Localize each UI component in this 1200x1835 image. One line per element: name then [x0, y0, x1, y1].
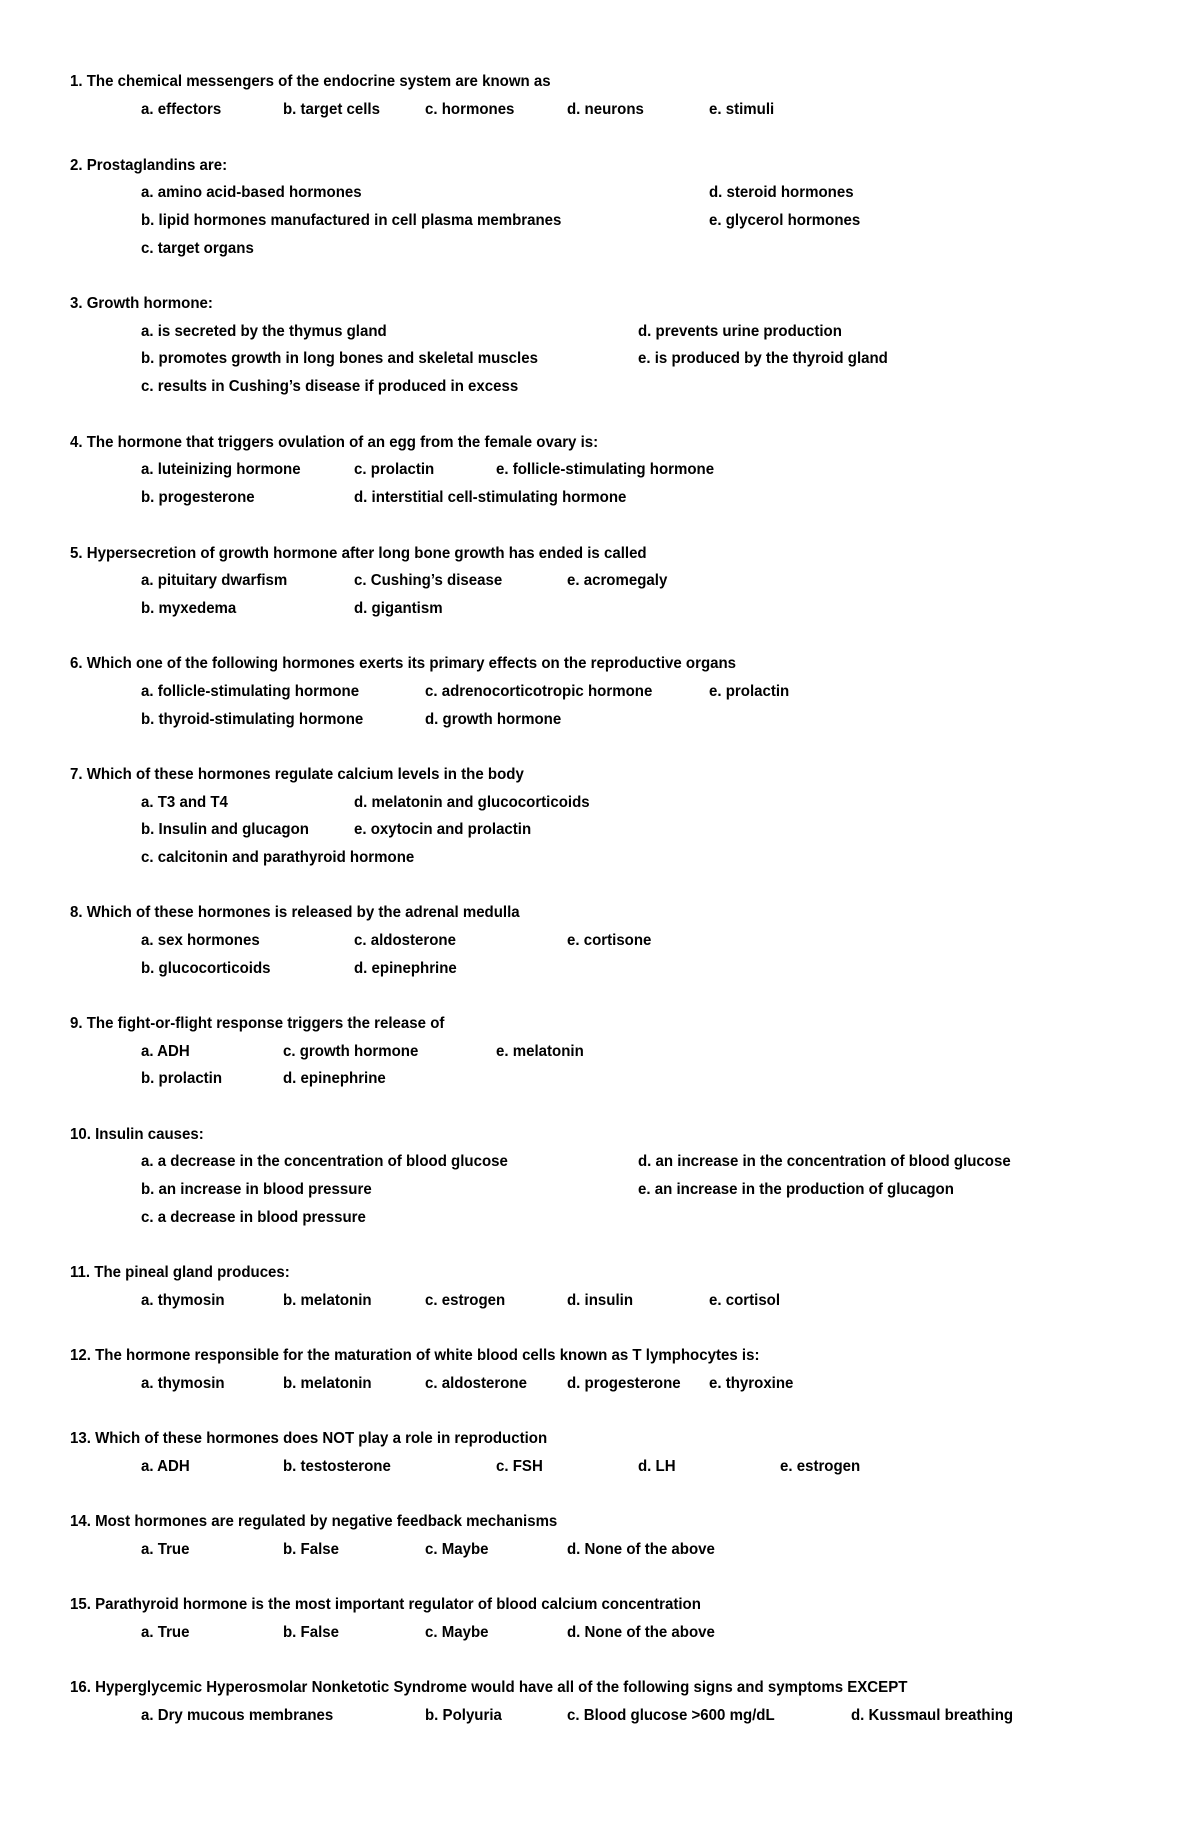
answer-option: c. aldosterone	[354, 932, 456, 949]
answer-option: a. True	[141, 1624, 190, 1641]
answer-option: b. target cells	[283, 101, 380, 118]
question-stem: 10. Insulin causes:	[70, 1126, 204, 1143]
answer-option: d. epinephrine	[283, 1070, 386, 1087]
question-stem: 4. The hormone that triggers ovulation of an egg from the female ovary is:	[70, 434, 599, 451]
answer-option: e. cortisone	[567, 932, 652, 949]
answer-option: c. calcitonin and parathyroid hormone	[141, 849, 415, 866]
answer-option: e. prolactin	[709, 683, 790, 700]
question-stem: 14. Most hormones are regulated by negative feedback mechanisms	[70, 1513, 558, 1530]
answer-option: c. results in Cushing’s disease if produced in excess	[141, 378, 519, 395]
answer-option: b. an increase in blood pressure	[141, 1181, 372, 1198]
answer-option: c. Blood glucose >600 mg/dL	[567, 1707, 775, 1724]
question-stem: 6. Which one of the following hormones exerts its primary effects on the reproductive organs	[70, 655, 737, 672]
question-stem: 1. The chemical messengers of the endocrine system are known as	[70, 73, 551, 90]
answer-option: c. adrenocorticotropic hormone	[425, 683, 653, 700]
answer-option: b. testosterone	[283, 1458, 391, 1475]
answer-option: c. estrogen	[425, 1292, 506, 1309]
answer-option: b. lipid hormones manufactured in cell plasma membranes	[141, 212, 562, 229]
answer-option: a. a decrease in the concentration of blood glucose	[141, 1153, 508, 1170]
answer-option: b. prolactin	[141, 1070, 223, 1087]
question-stem: 11. The pineal gland produces:	[70, 1264, 290, 1281]
question-stem: 16. Hyperglycemic Hyperosmolar Nonketotic Syndrome would have all of the following signs and symptoms EXCEPT	[70, 1679, 908, 1696]
question-stem: 12. The hormone responsible for the maturation of white blood cells known as T lymphocytes is:	[70, 1347, 760, 1364]
answer-option: a. True	[141, 1541, 190, 1558]
answer-option: c. Cushing’s disease	[354, 572, 503, 589]
answer-option: d. neurons	[567, 101, 644, 118]
answer-option: a. ADH	[141, 1043, 190, 1060]
answer-option: e. is produced by the thyroid gland	[638, 350, 888, 367]
answer-option: a. luteinizing hormone	[141, 461, 301, 478]
question-stem: 5. Hypersecretion of growth hormone after long bone growth has ended is called	[70, 545, 647, 562]
answer-option: d. insulin	[567, 1292, 634, 1309]
answer-option: d. interstitial cell-stimulating hormone	[354, 489, 627, 506]
answer-option: c. growth hormone	[283, 1043, 419, 1060]
answer-option: a. is secreted by the thymus gland	[141, 323, 387, 340]
answer-option: b. Polyuria	[425, 1707, 502, 1724]
answer-option: b. progesterone	[141, 489, 255, 506]
answer-option: d. None of the above	[567, 1624, 715, 1641]
answer-option: a. sex hormones	[141, 932, 260, 949]
answer-option: a. thymosin	[141, 1292, 225, 1309]
answer-option: d. steroid hormones	[709, 184, 854, 201]
answer-option: e. thyroxine	[709, 1375, 794, 1392]
answer-option: c. prolactin	[354, 461, 435, 478]
answer-option: b. melatonin	[283, 1292, 372, 1309]
question-stem: 3. Growth hormone:	[70, 295, 213, 312]
answer-option: b. glucocorticoids	[141, 960, 271, 977]
answer-option: e. glycerol hormones	[709, 212, 861, 229]
answer-option: c. FSH	[496, 1458, 543, 1475]
answer-option: b. False	[283, 1541, 340, 1558]
answer-option: d. an increase in the concentration of blood glucose	[638, 1153, 1011, 1170]
answer-option: e. follicle-stimulating hormone	[496, 461, 715, 478]
answer-option: b. myxedema	[141, 600, 237, 617]
answer-option: d. None of the above	[567, 1541, 715, 1558]
answer-option: e. oxytocin and prolactin	[354, 821, 532, 838]
answer-option: e. acromegaly	[567, 572, 668, 589]
answer-option: a. Dry mucous membranes	[141, 1707, 334, 1724]
answer-option: e. melatonin	[496, 1043, 584, 1060]
answer-option: a. follicle-stimulating hormone	[141, 683, 360, 700]
answer-option: d. gigantism	[354, 600, 443, 617]
question-stem: 15. Parathyroid hormone is the most important regulator of blood calcium concentration	[70, 1596, 701, 1613]
answer-option: a. thymosin	[141, 1375, 225, 1392]
question-stem: 8. Which of these hormones is released by the adrenal medulla	[70, 904, 520, 921]
answer-option: c. a decrease in blood pressure	[141, 1209, 366, 1226]
answer-option: d. Kussmaul breathing	[851, 1707, 1014, 1724]
answer-option: a. pituitary dwarfism	[141, 572, 288, 589]
answer-option: c. hormones	[425, 101, 515, 118]
answer-option: a. ADH	[141, 1458, 190, 1475]
question-stem: 7. Which of these hormones regulate calcium levels in the body	[70, 766, 524, 783]
answer-option: c. aldosterone	[425, 1375, 527, 1392]
answer-option: d. growth hormone	[425, 711, 562, 728]
question-stem: 9. The fight-or-flight response triggers the release of	[70, 1015, 445, 1032]
answer-option: c. Maybe	[425, 1541, 489, 1558]
answer-option: e. an increase in the production of glucagon	[638, 1181, 954, 1198]
answer-option: d. melatonin and glucocorticoids	[354, 794, 590, 811]
answer-option: e. stimuli	[709, 101, 775, 118]
answer-option: a. amino acid-based hormones	[141, 184, 362, 201]
answer-option: c. target organs	[141, 240, 254, 257]
answer-option: d. epinephrine	[354, 960, 457, 977]
answer-option: b. melatonin	[283, 1375, 372, 1392]
answer-option: e. estrogen	[780, 1458, 861, 1475]
answer-option: b. Insulin and glucagon	[141, 821, 309, 838]
question-stem: 13. Which of these hormones does NOT play a role in reproduction	[70, 1430, 548, 1447]
question-stem: 2. Prostaglandins are:	[70, 157, 228, 174]
answer-option: d. prevents urine production	[638, 323, 842, 340]
answer-option: e. cortisol	[709, 1292, 781, 1309]
answer-option: a. effectors	[141, 101, 222, 118]
answer-option: b. promotes growth in long bones and skeletal muscles	[141, 350, 538, 367]
answer-option: a. T3 and T4	[141, 794, 228, 811]
answer-option: c. Maybe	[425, 1624, 489, 1641]
answer-option: d. progesterone	[567, 1375, 681, 1392]
answer-option: d. LH	[638, 1458, 676, 1475]
answer-option: b. thyroid-stimulating hormone	[141, 711, 364, 728]
answer-option: b. False	[283, 1624, 340, 1641]
